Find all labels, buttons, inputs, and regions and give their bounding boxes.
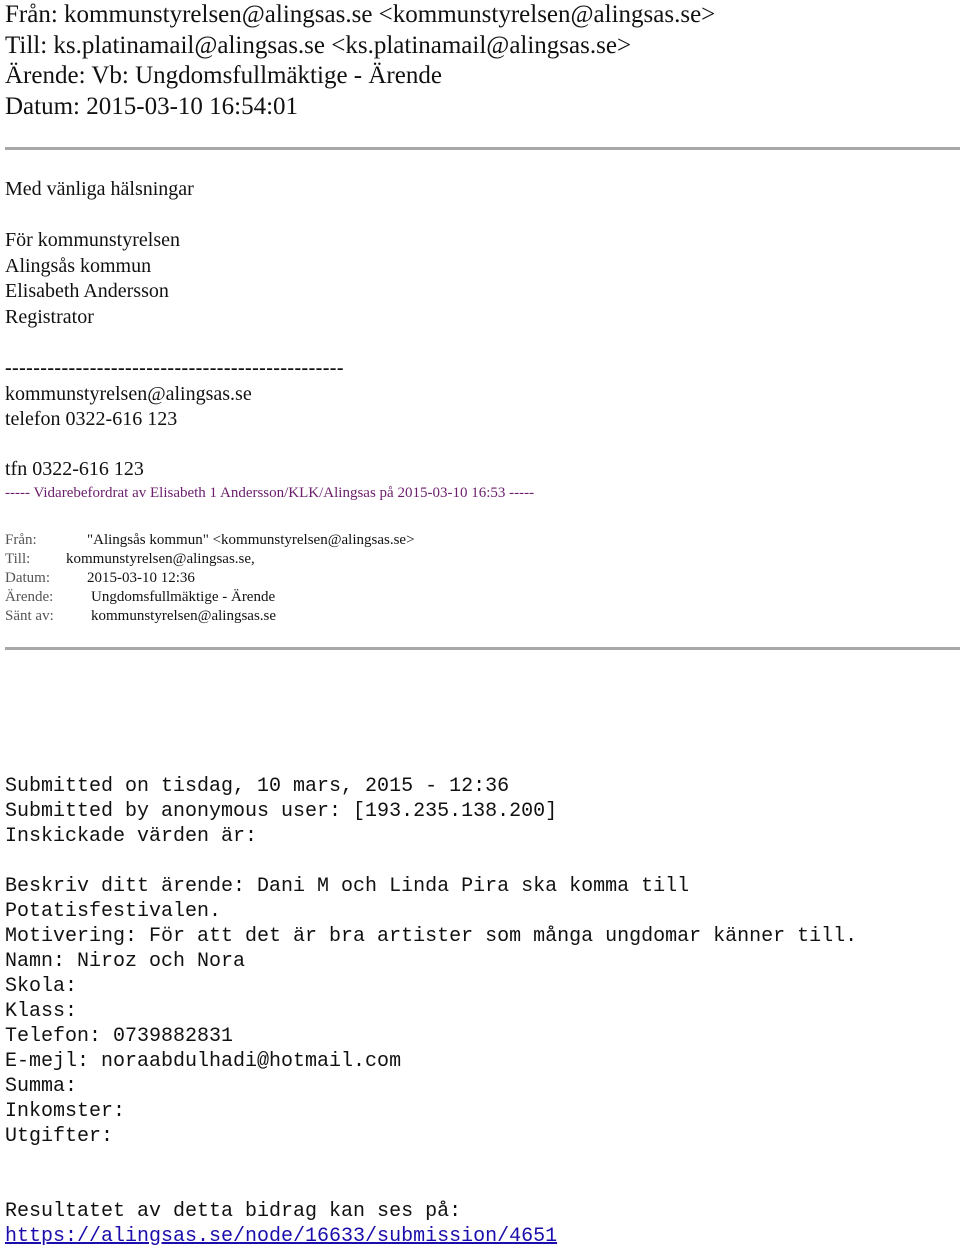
forward-from-value: "Alingsås kommun" <kommunstyrelsen@alingsas.se> bbox=[87, 532, 415, 548]
field-inkomster: Inkomster: bbox=[5, 1100, 126, 1123]
field-beskriv-line-1: Beskriv ditt ärende: Dani M och Linda Pira ska komma till bbox=[5, 875, 690, 898]
forward-date-row bbox=[5, 569, 605, 588]
greeting: Med vänliga hälsningar bbox=[5, 178, 194, 200]
signature-separator: ------------------------------------------------ bbox=[5, 357, 344, 379]
signature-line-2: Alingsås kommun bbox=[5, 255, 152, 277]
email-from-line: Från: kommunstyrelsen@alingsas.se <kommunstyrelsen@alingsas.se> bbox=[5, 1, 716, 28]
signature-line-3: Elisabeth Andersson bbox=[5, 280, 169, 302]
forward-subject-label: Ärende: bbox=[5, 589, 54, 605]
signature-phone: telefon 0322-616 123 bbox=[5, 408, 178, 430]
signature-line-4: Registrator bbox=[5, 306, 94, 328]
field-utgifter: Utgifter: bbox=[5, 1125, 114, 1148]
signature-tfn: tfn 0322-616 123 bbox=[5, 458, 144, 480]
email-date-line: Datum: 2015-03-10 16:54:01 bbox=[5, 93, 299, 120]
values-intro: Inskickade värden är: bbox=[5, 825, 258, 848]
field-summa: Summa: bbox=[5, 1075, 78, 1098]
field-beskriv-line-2: Potatisfestivalen. bbox=[5, 900, 222, 923]
result-link[interactable]: https://alingsas.se/node/16633/submission/4651 bbox=[5, 1225, 558, 1248]
forward-notice: ----- Vidarebefordrat av Elisabeth 1 Andersson/KLK/Alingsas på 2015-03-10 16:53 ----- bbox=[5, 485, 535, 501]
result-intro: Resultatet av detta bidrag kan ses på: bbox=[5, 1200, 462, 1223]
forward-sent-by-row bbox=[5, 607, 605, 626]
forward-sent-by-value: kommunstyrelsen@alingsas.se bbox=[91, 608, 277, 624]
email-to-line: Till: ks.platinamail@alingsas.se <ks.platinamail@alingsas.se> bbox=[5, 32, 632, 59]
forward-subject-row bbox=[5, 588, 605, 607]
field-motivering: Motivering: För att det är bra artister som många ungdomar känner till. bbox=[5, 925, 858, 948]
field-namn: Namn: Niroz och Nora bbox=[5, 950, 246, 973]
field-telefon: Telefon: 0739882831 bbox=[5, 1025, 234, 1048]
forward-to-label: Till: bbox=[5, 551, 31, 567]
forward-to-value: kommunstyrelsen@alingsas.se, bbox=[66, 551, 255, 567]
forward-to-row bbox=[5, 550, 605, 569]
forward-sent-by-label: Sänt av: bbox=[5, 608, 54, 624]
forward-from-row bbox=[5, 531, 605, 550]
forward-date-label: Datum: bbox=[5, 570, 50, 586]
field-skola: Skola: bbox=[5, 975, 78, 998]
submitted-by: Submitted by anonymous user: [193.235.138.200] bbox=[5, 800, 558, 823]
signature-line-1: För kommunstyrelsen bbox=[5, 229, 180, 251]
header-divider bbox=[5, 147, 960, 150]
submitted-on: Submitted on tisdag, 10 mars, 2015 - 12:36 bbox=[5, 775, 510, 798]
email-subject-line: Ärende: Vb: Ungdomsfullmäktige - Ärende bbox=[5, 62, 442, 89]
forward-from-label: Från: bbox=[5, 532, 37, 548]
field-klass: Klass: bbox=[5, 1000, 78, 1023]
forward-divider bbox=[5, 647, 960, 650]
forward-subject-value: Ungdomsfullmäktige - Ärende bbox=[91, 589, 276, 605]
forward-date-value: 2015-03-10 12:36 bbox=[87, 570, 195, 586]
field-email: E-mejl: noraabdulhadi@hotmail.com bbox=[5, 1050, 402, 1073]
signature-email[interactable]: kommunstyrelsen@alingsas.se bbox=[5, 383, 252, 405]
